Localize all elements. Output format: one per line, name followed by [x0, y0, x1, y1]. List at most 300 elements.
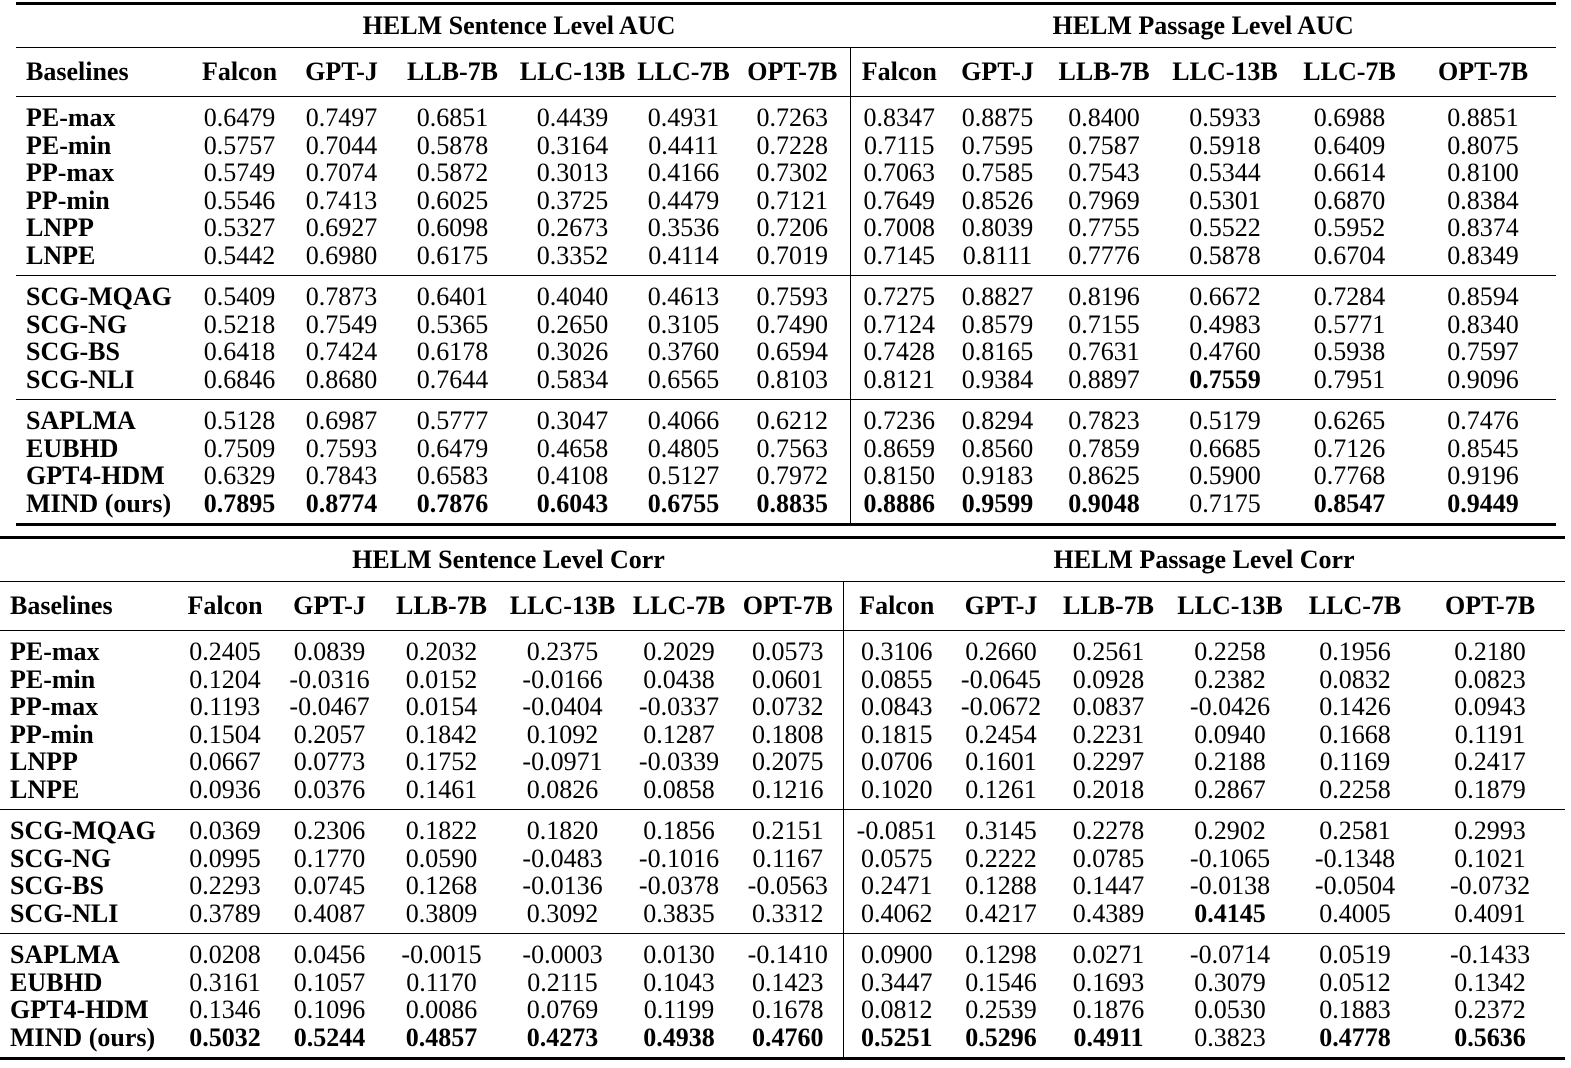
table-cell: 0.8897	[1068, 364, 1140, 394]
table-cell: 0.0590	[405, 843, 478, 873]
table-cell: 0.5900	[1189, 461, 1261, 490]
table-cell: 0.7972	[756, 461, 829, 490]
blank-cell	[0, 538, 174, 582]
table-cell: 0.1287	[643, 719, 715, 749]
table-cell: 0.6565	[647, 364, 720, 394]
table-cell: 0.6846	[203, 364, 276, 394]
table-cell: 0.1808	[752, 719, 824, 749]
table-cell: 0.1426	[1319, 692, 1391, 721]
table-row	[0, 845, 1565, 873]
table-cell: 0.5409	[188, 276, 291, 311]
table-cell: 0.2417	[1454, 747, 1526, 776]
table-cell: 0.1752	[405, 747, 478, 776]
table-cell: 0.6870	[1313, 185, 1386, 215]
table-row	[0, 748, 1565, 776]
table-cell: 0.1342	[1454, 967, 1526, 997]
table-cell: 0.0575	[843, 845, 950, 873]
row-label: SAPLMA	[16, 400, 188, 435]
auc-table	[16, 2, 1556, 526]
table-cell: 0.7595	[961, 130, 1034, 160]
table-row	[16, 242, 1556, 276]
table-cell: 0.0773	[293, 747, 366, 776]
table-cell: 0.5749	[203, 158, 276, 187]
table-cell: 0.6212	[735, 400, 850, 435]
table-cell: 0.1504	[189, 719, 261, 749]
table-cell: 0.5251	[843, 1024, 950, 1059]
table-cell: 0.2258	[1194, 637, 1266, 666]
table-cell: 0.8150	[850, 462, 948, 490]
table-cell: 0.8774	[291, 490, 392, 525]
table-cell: 0.3092	[526, 898, 599, 928]
row-label: PP-min	[26, 185, 110, 215]
table-cell: 0.3105	[647, 309, 720, 339]
table-cell: 0.0530	[1194, 995, 1266, 1024]
table-row	[16, 366, 1556, 400]
table-cell: 0.4091	[1454, 898, 1526, 928]
table-cell: 0.3079	[1194, 967, 1266, 997]
row-label: EUBHD	[26, 433, 119, 463]
table-cell: -0.0971	[522, 747, 603, 776]
table-cell: 0.6401	[392, 276, 513, 311]
table-cell: 0.9449	[1410, 490, 1556, 525]
column-header: GPT-J	[948, 48, 1047, 97]
table-cell: 0.4217	[965, 898, 1037, 928]
row-label: LNPE	[26, 240, 96, 270]
table-cell: -0.0166	[522, 664, 603, 694]
table-row	[0, 631, 1565, 666]
table-cell: 0.2180	[1454, 637, 1526, 666]
table-cell: 0.6927	[305, 213, 378, 242]
column-header: LLC-13B	[513, 48, 632, 97]
table-cell: 0.1169	[1319, 747, 1391, 776]
row-label: LNPE	[10, 774, 80, 804]
table-cell: 0.0812	[843, 996, 950, 1024]
table-row	[16, 338, 1556, 366]
table-cell: 0.2115	[527, 967, 598, 997]
left-group-title: HELM Sentence Level Corr	[174, 538, 843, 582]
row-label: MIND (ours)	[0, 1024, 174, 1059]
table-row	[16, 187, 1556, 215]
table-cell: 0.4114	[648, 240, 719, 270]
table-cell: 0.5218	[203, 309, 276, 339]
table-cell: 0.7019	[756, 240, 829, 270]
table-cell: 0.2188	[1194, 747, 1266, 776]
table-cell: 0.7263	[756, 103, 829, 132]
column-header: OPT-7B	[1410, 48, 1556, 97]
table-cell: 0.0208	[174, 934, 276, 969]
table-cell: 0.4931	[647, 103, 720, 132]
column-header: Baselines	[0, 582, 174, 631]
table-cell: 0.6755	[632, 490, 735, 525]
table-cell: 0.7302	[756, 158, 829, 187]
table-cell: 0.8100	[1447, 158, 1519, 187]
table-cell: 0.7063	[850, 159, 948, 187]
table-cell: 0.8165	[961, 337, 1034, 366]
table-cell: 0.7121	[756, 185, 829, 215]
table-cell: -0.0563	[747, 871, 828, 900]
table-cell: 0.2993	[1415, 810, 1565, 845]
table-cell: -0.0504	[1314, 871, 1396, 900]
table-cell: 0.0832	[1319, 664, 1391, 694]
table-cell: 0.1842	[405, 719, 478, 749]
table-cell: 0.6265	[1289, 400, 1410, 435]
table-cell: 0.7206	[756, 213, 829, 242]
table-cell: 0.7008	[850, 214, 948, 242]
table-cell: -0.0404	[522, 692, 603, 721]
table-cell: 0.7275	[850, 276, 948, 311]
row-label: GPT4-HDM	[26, 461, 165, 490]
table-cell: 0.5032	[174, 1024, 276, 1059]
table-cell: 0.8121	[850, 366, 948, 400]
table-cell: 0.7284	[1289, 276, 1410, 311]
column-header-row	[0, 582, 1565, 631]
table-cell: 0.3809	[405, 898, 478, 928]
table-cell: 0.7074	[305, 158, 378, 187]
table-cell: 0.5127	[647, 461, 720, 490]
table-row	[0, 721, 1565, 749]
table-cell: 0.0512	[1319, 967, 1391, 997]
table-cell: 0.3760	[647, 337, 720, 366]
table-cell: 0.6025	[416, 185, 489, 215]
table-cell: 0.3161	[189, 967, 261, 997]
table-row	[0, 969, 1565, 997]
table-cell: 0.3026	[536, 337, 609, 366]
table-cell: 0.7428	[850, 338, 948, 366]
table-cell: 0.6479	[203, 103, 276, 132]
table-cell: 0.7559	[1189, 364, 1261, 394]
table-cell: 0.7593	[305, 433, 378, 463]
table-cell: 0.8103	[756, 364, 829, 394]
table-cell: 0.1693	[1072, 967, 1145, 997]
column-header: LLC-13B	[1165, 582, 1295, 631]
table-row	[0, 996, 1565, 1024]
table-cell: 0.8111	[962, 240, 1033, 270]
table-cell: 0.9196	[1447, 461, 1519, 490]
table-cell: -0.0339	[638, 747, 720, 776]
table-cell: 0.4778	[1295, 1024, 1415, 1059]
table-cell: 0.7124	[850, 311, 948, 339]
table-cell: 0.6704	[1313, 240, 1386, 270]
table-cell: 0.5771	[1313, 309, 1386, 339]
table-cell: 0.5522	[1189, 213, 1261, 242]
table-cell: 0.1883	[1319, 995, 1391, 1024]
table-cell: 0.3725	[536, 185, 609, 215]
table-cell: 0.7126	[1313, 433, 1386, 463]
table-cell: 0.3047	[513, 400, 632, 435]
table-cell: 0.5179	[1161, 400, 1289, 435]
table-row	[0, 666, 1565, 694]
table-row	[0, 1024, 1565, 1059]
table-cell: 0.6409	[1313, 130, 1386, 160]
table-cell: 0.8196	[1047, 276, 1161, 311]
table-cell: 0.7969	[1068, 185, 1140, 215]
table-cell: 0.2660	[965, 637, 1037, 666]
table-cell: 0.2057	[293, 719, 366, 749]
corr-table	[0, 536, 1565, 1060]
table-cell: 0.1199	[643, 995, 715, 1024]
table-cell: 0.5757	[203, 130, 276, 160]
table-cell: 0.2075	[752, 747, 824, 776]
row-label: GPT4-HDM	[10, 995, 149, 1024]
table-cell: 0.6851	[416, 103, 489, 132]
table-cell: 0.4938	[625, 1024, 733, 1059]
table-row	[0, 810, 1565, 845]
table-cell: 0.5546	[203, 185, 276, 215]
table-cell: 0.0843	[843, 693, 950, 721]
table-cell: 0.4805	[647, 433, 720, 463]
group-header-row	[0, 538, 1565, 582]
table-cell: 0.0086	[405, 995, 478, 1024]
table-cell: 0.6175	[416, 240, 489, 270]
column-header: Falcon	[850, 48, 948, 97]
table-row	[16, 214, 1556, 242]
table-cell: 0.3312	[752, 898, 824, 928]
table-cell: 0.5344	[1189, 158, 1261, 187]
table-cell: 0.1423	[752, 967, 824, 997]
table-cell: 0.1546	[965, 967, 1037, 997]
table-cell: 0.1856	[625, 810, 733, 845]
table-cell: 0.3106	[843, 631, 950, 666]
table-cell: 0.7175	[1161, 490, 1289, 525]
table-cell: 0.2231	[1072, 719, 1145, 749]
table-cell: 0.1092	[526, 719, 599, 749]
table-cell: 0.8340	[1447, 309, 1519, 339]
table-cell: 0.7776	[1068, 240, 1140, 270]
table-cell: 0.1216	[752, 774, 824, 804]
table-cell: 0.1879	[1454, 774, 1526, 804]
table-cell: 0.7236	[850, 400, 948, 435]
table-cell: 0.0706	[843, 748, 950, 776]
table-cell: 0.1167	[752, 843, 824, 873]
table-cell: 0.3145	[950, 810, 1052, 845]
table-cell: 0.0601	[752, 664, 824, 694]
table-cell: 0.5952	[1313, 213, 1386, 242]
column-header: GPT-J	[950, 582, 1052, 631]
table-cell: 0.5296	[950, 1024, 1052, 1059]
table-cell: 0.4040	[513, 276, 632, 311]
table-cell: 0.1678	[752, 995, 824, 1024]
table-row	[0, 934, 1565, 969]
table-cell: 0.7895	[188, 490, 291, 525]
column-header: LLC-7B	[632, 48, 735, 97]
table-cell: -0.0672	[960, 692, 1042, 721]
column-header: Falcon	[188, 48, 291, 97]
table-cell: 0.2405	[189, 637, 261, 666]
table-cell: 0.1461	[405, 774, 478, 804]
table-cell: 0.8039	[961, 213, 1034, 242]
column-header: LLC-7B	[625, 582, 733, 631]
table-cell: 0.0826	[526, 774, 599, 804]
table-cell: 0.9048	[1047, 490, 1161, 525]
table-cell: -0.1433	[1415, 934, 1565, 969]
table-row	[0, 693, 1565, 721]
table-cell: 0.1268	[405, 871, 478, 900]
table-cell: 0.2454	[965, 719, 1037, 749]
table-cell: 0.4066	[632, 400, 735, 435]
table-cell: 0.3013	[536, 158, 609, 187]
table-cell: 0.0732	[752, 692, 824, 721]
table-row	[16, 311, 1556, 339]
table-cell: -0.0015	[383, 934, 500, 969]
table-cell: 0.3536	[647, 213, 720, 242]
row-label: SCG-NLI	[26, 364, 135, 394]
table-cell: 0.6988	[1313, 103, 1386, 132]
column-header: OPT-7B	[735, 48, 850, 97]
table-cell: 0.4857	[383, 1024, 500, 1059]
column-header: LLC-13B	[500, 582, 625, 631]
table-cell: 0.0438	[643, 664, 715, 694]
table-cell: 0.0519	[1295, 934, 1415, 969]
table-cell: 0.1956	[1319, 637, 1391, 666]
table-cell: 0.7115	[850, 132, 948, 160]
table-cell: -0.0003	[500, 934, 625, 969]
column-header: GPT-J	[291, 48, 392, 97]
table-cell: 0.7490	[756, 309, 829, 339]
table-cell: 0.7543	[1068, 158, 1140, 187]
table-cell: 0.9096	[1447, 364, 1519, 394]
row-label: SAPLMA	[0, 934, 174, 969]
table-cell: 0.4062	[843, 900, 950, 934]
table-cell: 0.7843	[305, 461, 378, 490]
table-cell: -0.0136	[522, 871, 603, 900]
table-cell: 0.2902	[1165, 810, 1295, 845]
column-header: OPT-7B	[733, 582, 843, 631]
table-cell: 0.0785	[1072, 843, 1145, 873]
table-cell: 0.7876	[392, 490, 513, 525]
table-cell: 0.0130	[625, 934, 733, 969]
table-cell: 0.2151	[733, 810, 843, 845]
table-cell: 0.0667	[189, 747, 261, 776]
table-cell: -0.0714	[1165, 934, 1295, 969]
table-cell: 0.9599	[948, 490, 1047, 525]
table-cell: 0.8625	[1068, 461, 1140, 490]
table-cell: 0.1820	[500, 810, 625, 845]
table-cell: -0.1065	[1189, 843, 1271, 873]
table-cell: 0.8560	[961, 433, 1034, 463]
table-cell: 0.1021	[1454, 843, 1526, 873]
table-cell: 0.0940	[1194, 719, 1266, 749]
blank-cell	[16, 4, 188, 48]
table-cell: 0.5365	[416, 309, 489, 339]
table-cell: 0.4911	[1052, 1024, 1165, 1059]
table-cell: 0.7549	[305, 309, 378, 339]
table-cell: 0.5938	[1313, 337, 1386, 366]
table-cell: -0.0645	[960, 664, 1042, 694]
table-cell: 0.6594	[756, 337, 829, 366]
table-cell: -0.0732	[1449, 871, 1531, 900]
column-header: LLB-7B	[1052, 582, 1165, 631]
row-label: PE-max	[10, 637, 100, 666]
table-cell: 0.1668	[1319, 719, 1391, 749]
table-cell: 0.4087	[293, 898, 366, 928]
table-row	[0, 900, 1565, 934]
table-cell: 0.1020	[843, 776, 950, 810]
table-cell: 0.2561	[1072, 637, 1145, 666]
table-cell: 0.2673	[536, 213, 609, 242]
table-row	[16, 159, 1556, 187]
table-cell: -0.0337	[638, 692, 720, 721]
table-cell: 0.5777	[392, 400, 513, 435]
table-cell: 0.2293	[189, 871, 261, 900]
table-cell: 0.1288	[965, 871, 1037, 900]
column-header: GPT-J	[276, 582, 383, 631]
table-cell: 0.1096	[293, 995, 366, 1024]
table-cell: -0.0483	[522, 843, 603, 873]
table-cell: 0.1601	[965, 747, 1037, 776]
column-header: LLC-7B	[1289, 48, 1410, 97]
table-cell: 0.8659	[850, 435, 948, 463]
table-cell: 0.5636	[1415, 1024, 1565, 1059]
table-cell: 0.4760	[733, 1024, 843, 1059]
table-row	[16, 132, 1556, 160]
table-cell: 0.0995	[189, 843, 261, 873]
table-cell: 0.5878	[1189, 240, 1261, 270]
table-cell: 0.2032	[405, 637, 478, 666]
table-cell: 0.8526	[961, 185, 1034, 215]
table-cell: 0.1346	[189, 995, 261, 1024]
table-cell: 0.7145	[850, 242, 948, 276]
table-cell: 0.4145	[1194, 898, 1266, 928]
table-cell: 0.2581	[1295, 810, 1415, 845]
table-cell: 0.1191	[1454, 719, 1526, 749]
table-cell: 0.2372	[1454, 995, 1526, 1024]
table-cell: 0.4658	[536, 433, 609, 463]
table-cell: 0.7424	[305, 337, 378, 366]
row-label: PP-max	[26, 158, 115, 187]
row-label: LNPP	[10, 747, 78, 776]
row-label: PE-min	[26, 130, 112, 160]
table-cell: 0.1193	[189, 692, 261, 721]
table-cell: 0.4389	[1072, 898, 1145, 928]
table-cell: 0.7585	[961, 158, 1034, 187]
table-cell: 0.8875	[961, 103, 1034, 132]
table-cell: 0.0839	[293, 637, 366, 666]
row-label: SCG-MQAG	[0, 810, 174, 845]
table-cell: 0.5442	[203, 240, 276, 270]
table-cell: 0.6583	[416, 461, 489, 490]
table-cell: 0.1822	[383, 810, 500, 845]
table-cell: 0.5918	[1189, 130, 1261, 160]
table-cell: 0.7755	[1068, 213, 1140, 242]
row-label: PE-min	[10, 664, 96, 694]
table-cell: 0.7951	[1313, 364, 1386, 394]
column-header: Falcon	[843, 582, 950, 631]
table-cell: 0.6098	[416, 213, 489, 242]
table-cell: 0.2297	[1072, 747, 1145, 776]
table-cell: 0.5244	[276, 1024, 383, 1059]
table-cell: 0.3789	[189, 898, 261, 928]
table-cell: 0.2375	[526, 637, 599, 666]
table-cell: 0.3835	[643, 898, 715, 928]
table-row	[16, 276, 1556, 311]
column-header: Baselines	[16, 48, 188, 97]
table-cell: 0.4005	[1319, 898, 1391, 928]
table-cell: 0.4108	[536, 461, 609, 490]
row-label: LNPP	[26, 213, 94, 242]
table-cell: 0.0271	[1052, 934, 1165, 969]
table-cell: 0.5834	[536, 364, 609, 394]
table-cell: 0.4439	[536, 103, 609, 132]
table-cell: 0.1261	[965, 774, 1037, 804]
column-header: LLC-7B	[1295, 582, 1415, 631]
table-cell: 0.6614	[1313, 158, 1386, 187]
row-label: SCG-NLI	[10, 898, 119, 928]
table-cell: 0.1298	[950, 934, 1052, 969]
column-header: OPT-7B	[1415, 582, 1565, 631]
table-cell: 0.0573	[752, 637, 824, 666]
table-cell: 0.2258	[1319, 774, 1391, 804]
table-cell: 0.2867	[1194, 774, 1266, 804]
